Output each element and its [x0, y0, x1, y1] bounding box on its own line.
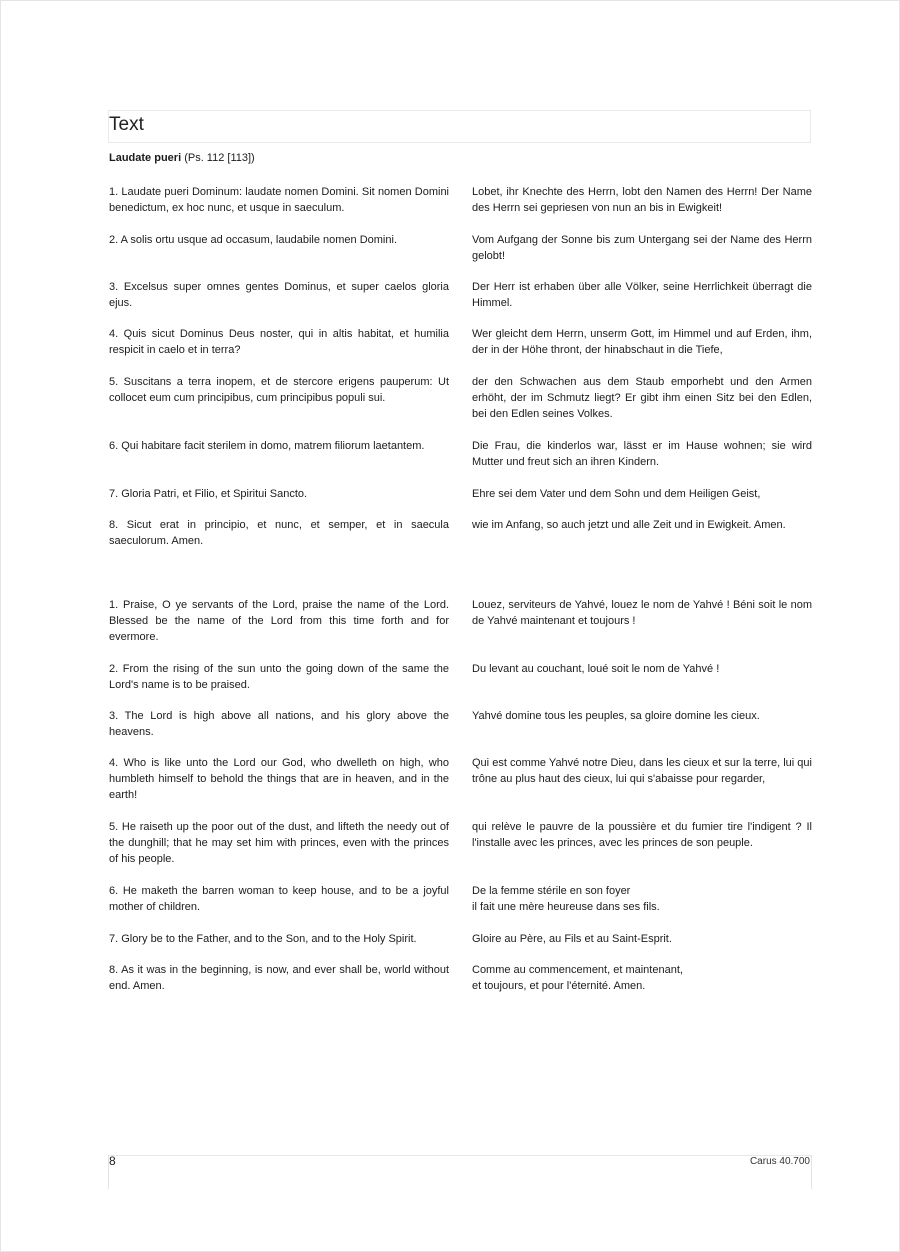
german-verse: wie im Anfang, so auch jetzt und alle Zeit und in Ewigkeit. Amen.: [472, 519, 786, 531]
french-verse: Comme au commencement, et maintenant, et toujours, et pour l'éternité. Amen.: [472, 964, 683, 992]
verse-row-eng-4: [109, 755, 813, 815]
latin-verse: 2. A solis ortu usque ad occasum, laudabile nomen Domini.: [109, 234, 397, 246]
page-heading: Text: [109, 114, 144, 135]
latin-verse: 6. Qui habitare facit sterilem in domo, matrem filiorum laetantem.: [109, 440, 425, 452]
psalm-title: Laudate pueri: [109, 152, 182, 164]
catalog-number: Carus 40.700: [749, 1156, 810, 1167]
french-verse: De la femme stérile en son foyer il fait une mère heureuse dans ses fils.: [472, 885, 660, 913]
german-verse: Wer gleicht dem Herrn, unserm Gott, im Himmel und auf Erden, ihm, der in der Höhe thront, der hinabschaut in die Tiefe,: [472, 328, 812, 356]
verse-row-eng-8: [109, 962, 813, 1022]
french-verse: Du levant au couchant, loué soit le nom de Yahvé !: [472, 663, 720, 675]
english-verse: 2. From the rising of the sun unto the going down of the same the Lord's name is to be praised.: [109, 663, 449, 691]
verse-row-eng-1: [109, 597, 813, 657]
german-verse: der den Schwachen aus dem Staub emporhebt und den Armen erhöht, der im Schmutz liegt? Er gibt ihm einen Sitz bei den Edlen, bei den Edlen seines Volkes.: [472, 376, 812, 420]
latin-verse: 7. Gloria Patri, et Filio, et Spiritui Sancto.: [109, 488, 308, 500]
french-verse: Louez, serviteurs de Yahvé, louez le nom de Yahvé ! Béni soit le nom de Yahvé maintenant et toujours !: [472, 599, 812, 627]
latin-verse: 1. Laudate pueri Dominum: laudate nomen Domini. Sit nomen Domini benedictum, ex hoc nunc, et usque in saeculum.: [109, 186, 449, 214]
german-verse: Lobet, ihr Knechte des Herrn, lobt den Namen des Herrn! Der Name des Herrn sei gepriesen von nun an bis in Ewigkeit!: [472, 186, 812, 214]
heading-box: [108, 110, 811, 143]
german-verse: Der Herr ist erhaben über alle Völker, seine Herrlichkeit überragt die Himmel.: [472, 281, 812, 309]
psalm-reference: (Ps. 112 [113]): [184, 152, 255, 164]
english-verse: 8. As it was in the beginning, is now, and ever shall be, world without end. Amen.: [109, 964, 449, 992]
verse-row-lat-5: [109, 374, 813, 434]
french-verse: qui relève le pauvre de la poussière et du fumier tire l'indigent ? Il l'installe avec les princes, avec les princes de son peuple.: [472, 821, 812, 849]
english-verse: 1. Praise, O ye servants of the Lord, praise the name of the Lord. Blessed be the name of the Lord from this time forth and for evermore.: [109, 599, 449, 643]
french-verse: Gloire au Père, au Fils et au Saint-Esprit.: [472, 933, 672, 945]
latin-verse: 8. Sicut erat in principio, et nunc, et semper, et in saecula saeculorum. Amen.: [109, 519, 449, 547]
page-number: 8: [109, 1154, 116, 1168]
footer-divider-right: [811, 1155, 812, 1189]
english-verse: 3. The Lord is high above all nations, and his glory above the heavens.: [109, 710, 449, 738]
french-verse: Yahvé domine tous les peuples, sa gloire domine les cieux.: [472, 710, 760, 722]
french-verse: Qui est comme Yahvé notre Dieu, dans les cieux et sur la terre, lui qui trône au plus haut des cieux, lui qui s'abaisse pour regarder,: [472, 757, 812, 785]
psalm-subtitle: [109, 152, 255, 164]
footer-rule: [108, 1155, 811, 1156]
latin-verse: 3. Excelsus super omnes gentes Dominus, et super caelos gloria ejus.: [109, 281, 449, 309]
german-verse: Ehre sei dem Vater und dem Sohn und dem Heiligen Geist,: [472, 488, 761, 500]
latin-verse: 5. Suscitans a terra inopem, et de stercore erigens pauperum: Ut collocet eum cum principibus, cum principibus populi sui.: [109, 376, 449, 404]
english-verse: 6. He maketh the barren woman to keep house, and to be a joyful mother of children.: [109, 885, 449, 913]
english-verse: 4. Who is like unto the Lord our God, who dwelleth on high, who humbleth himself to behold the things that are in heaven, and in the earth!: [109, 757, 449, 801]
latin-verse: 4. Quis sicut Dominus Deus noster, qui in altis habitat, et humilia respicit in caelo et in terra?: [109, 328, 449, 356]
german-verse: Die Frau, die kinderlos war, lässt er im Hause wohnen; sie wird Mutter und freut sich an ihren Kindern.: [472, 440, 812, 468]
english-verse: 5. He raiseth up the poor out of the dust, and lifteth the needy out of the dunghill; that he may set him with princes, even with the princes of his people.: [109, 821, 449, 865]
german-verse: Vom Aufgang der Sonne bis zum Untergang sei der Name des Herrn gelobt!: [472, 234, 812, 262]
verse-row-eng-5: [109, 819, 813, 879]
verse-row-lat-8: [109, 517, 813, 577]
english-verse: 7. Glory be to the Father, and to the Son, and to the Holy Spirit.: [109, 933, 417, 945]
